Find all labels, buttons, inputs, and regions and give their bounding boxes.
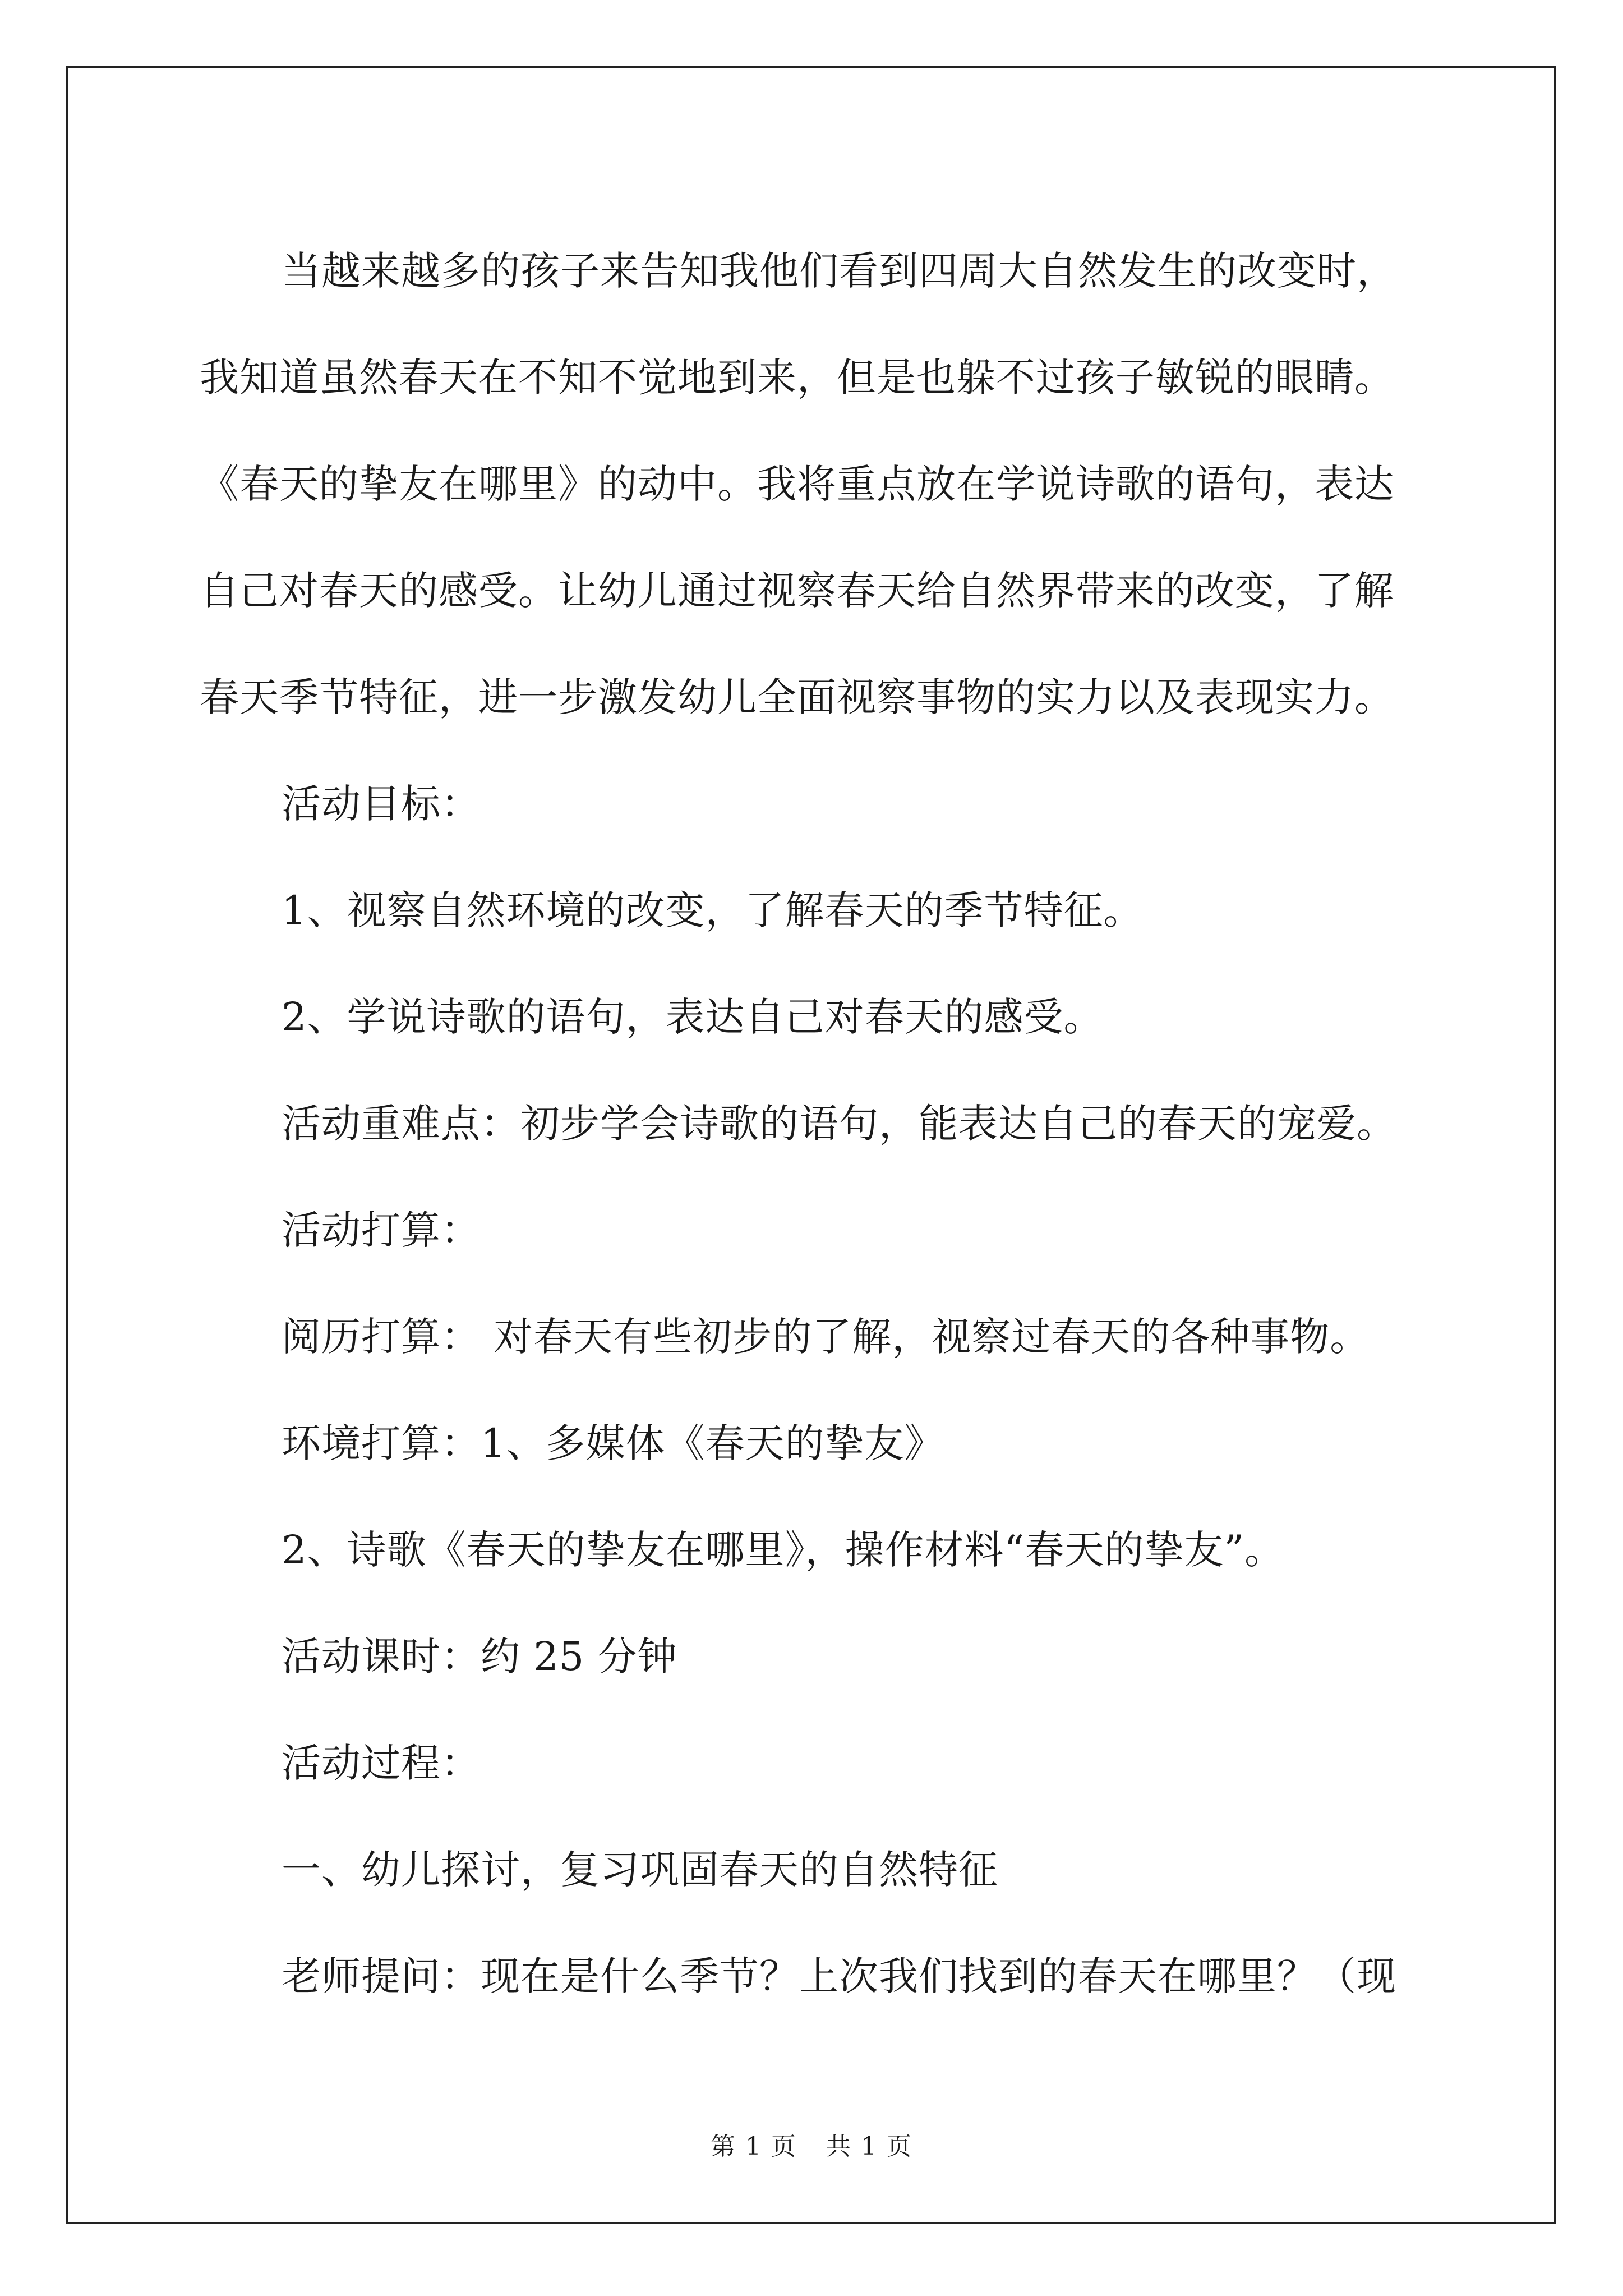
page-total: 共 1 页 <box>826 2132 912 2161</box>
environment-preparation: 环境打算：1、多媒体《春天的挚友》 <box>282 1420 944 1466</box>
experience-preparation: 阅历打算： 对春天有些初步的了解，视察过春天的各种事物。 <box>282 1314 1370 1360</box>
teacher-question: 老师提问：现在是什么季节？上次我们找到的春天在哪里？（现 <box>282 1953 1396 1999</box>
goal-item-2: 2、学说诗歌的语句，表达自己对春天的感受。 <box>282 994 1104 1040</box>
environment-preparation-2: 2、诗歌《春天的挚友在哪里》，操作材料“春天的挚友”。 <box>282 1527 1285 1573</box>
process-step-1: 一、幼儿探讨，复习巩固春天的自然特征 <box>282 1847 998 1893</box>
intro-line-1: 当越来越多的孩子来告知我他们看到四周大自然发生的改变时， <box>282 248 1396 294</box>
intro-line-3: 《春天的挚友在哪里》的动中。我将重点放在学说诗歌的语句，表达 <box>200 461 1394 507</box>
intro-line-5: 春天季节特征，进一步激发幼儿全面视察事物的实力以及表现实力。 <box>200 674 1394 720</box>
page-number: 第 1 页 <box>711 2132 797 2161</box>
goal-item-1: 1、视察自然环境的改变，了解春天的季节特征。 <box>282 887 1144 933</box>
section-heading-goals: 活动目标： <box>282 781 481 827</box>
section-heading-process: 活动过程： <box>282 1740 481 1786</box>
intro-line-2: 我知道虽然春天在不知不觉地到来，但是也躲不过孩子敏锐的眼睛。 <box>200 355 1394 401</box>
key-difficulty: 活动重难点：初步学会诗歌的语句，能表达自己的春天的宠爱。 <box>282 1101 1396 1147</box>
document-body <box>200 218 1422 2030</box>
intro-line-4: 自己对春天的感受。让幼儿通过视察春天给自然界带来的改变，了解 <box>200 568 1394 614</box>
section-heading-preparation: 活动打算： <box>282 1207 481 1253</box>
page-footer <box>0 2126 1623 2162</box>
lesson-duration: 活动课时：约 25 分钟 <box>282 1634 677 1680</box>
